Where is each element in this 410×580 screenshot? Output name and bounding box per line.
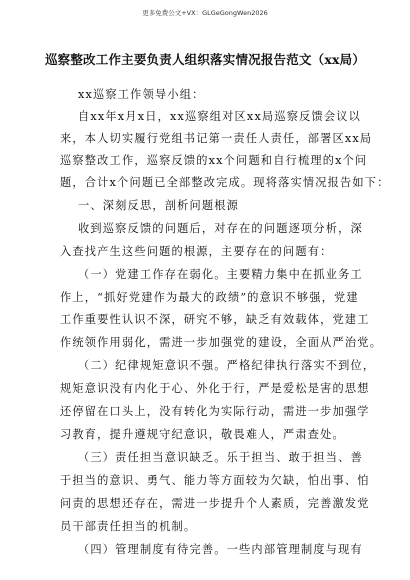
body-line: （二）纪律规矩意识不强。严格纪律执行落实不到位，: [78, 359, 376, 372]
body-line: 员干部责任担当的机制。: [60, 520, 197, 533]
body-line: 工作重要性认识不深，研究不够，缺乏有效载体，党建工: [60, 313, 370, 326]
body-line: 还停留在口头上，没有转化为实际行动，需进一步加强学: [60, 405, 370, 418]
body-line: 题，合计x个问题已全部整改完成。现将落实情况报告如下：: [60, 176, 390, 189]
body-line: （四）管理制度有待完善。一些内部管理制度与现有: [78, 543, 363, 556]
section-heading: 一、深刻反思，剖析问题根源: [78, 199, 240, 212]
header-note: 更多免费公文+VX：GLGeGongWen2026: [142, 9, 268, 17]
body-line: （一）党建工作存在弱化。主要精力集中在抓业务工: [78, 268, 363, 281]
body-line: 入查找产生这些问题的根源，主要存在的问题有：: [60, 245, 333, 258]
body-line: 于担当的意识、勇气、能力等方面较为欠缺，怕出事、怕: [60, 474, 370, 487]
body-line: 巡察整改工作，巡察反馈的xx个问题和自行梳理的x个问: [60, 154, 368, 167]
body-line: 问责的思想还存在，需进一步提升个人素质，完善激发党: [60, 497, 370, 510]
document-title: 巡察整改工作主要负责人组织落实情况报告范文（xx局）: [44, 52, 366, 67]
body-line: 作统领作用弱化，需进一步加强党的建设，全面从严治党。: [60, 336, 383, 349]
body-line: 收到巡察反馈的问题后，对存在的问题逐项分析，深: [78, 222, 363, 235]
body-line: 自xx年x月x日，xx巡察组对区xx局巡察反馈会议以: [78, 110, 362, 123]
body-line: 习教育，提升遵规守纪意识，敬畏难人，严肃查处。: [60, 428, 345, 441]
body-line: 规矩意识没有内化于心、外化于行，严是爱松是害的思想: [60, 382, 370, 395]
body-line: 来，本人切实履行党组书记第一责任人责任，部署区xx局: [60, 132, 373, 145]
body-line: 作上，“抓好党建作为最大的政绩”的意识不够强，党建: [60, 291, 359, 304]
salutation: xx巡察工作领导小组：: [78, 88, 205, 101]
body-line: （三）责任担当意识缺乏。乐于担当、敢于担当、善: [78, 451, 363, 464]
